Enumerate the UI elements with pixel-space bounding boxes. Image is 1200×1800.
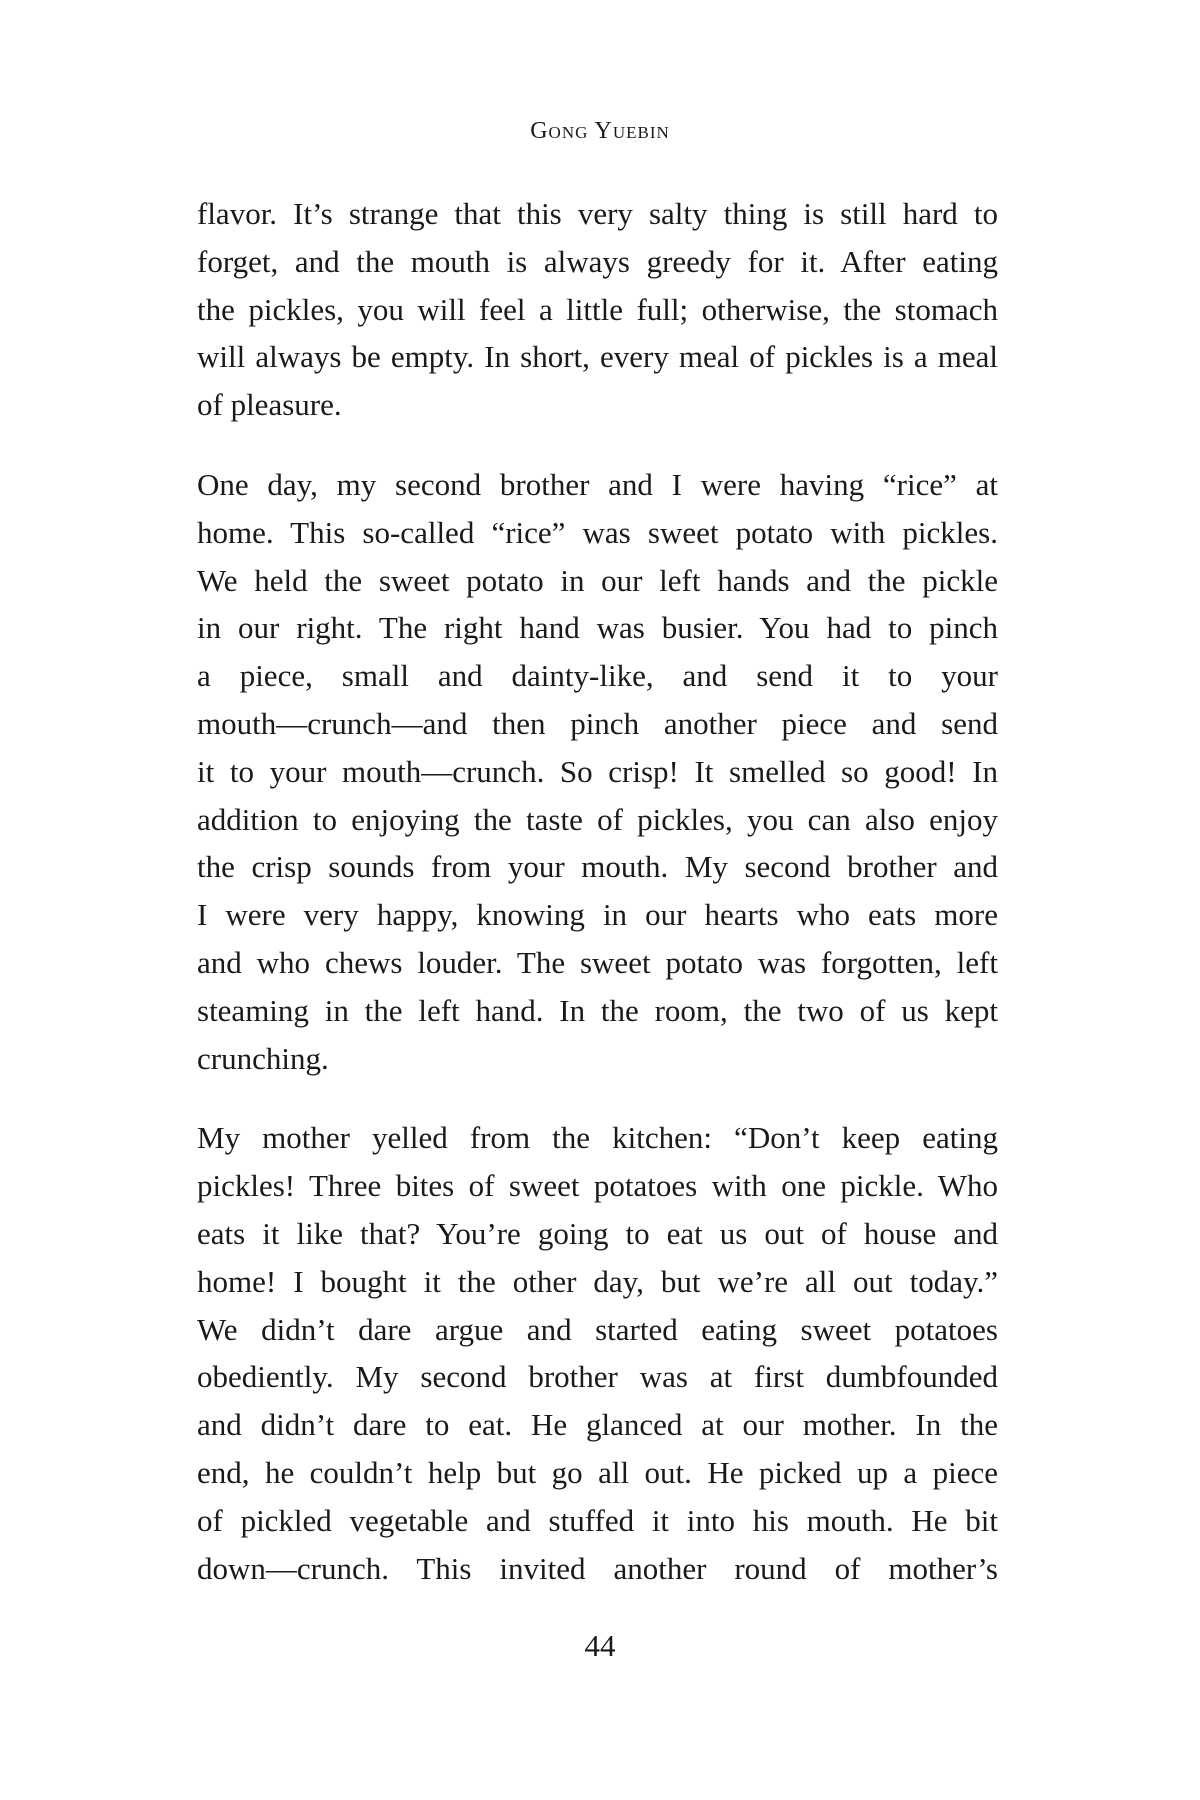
paragraph	[197, 1114, 998, 1592]
text-line: My mother yelled from the kitchen: “Don’t keep eating	[197, 1120, 998, 1156]
text-line: home! I bought it the other day, but we’re all out today.”	[197, 1263, 998, 1299]
text-line: a piece, small and dainty-like, and send it to your	[197, 658, 998, 694]
text-line: We didn’t dare argue and started eating sweet potatoes	[197, 1311, 998, 1347]
text-line: and who chews louder. The sweet potato was forgotten, left	[197, 944, 998, 980]
text-line: mouth—crunch—and then pinch another piece and send	[197, 705, 998, 741]
text-line: home. This so-called “rice” was sweet potato with pickles.	[197, 514, 998, 550]
text-line: I were very happy, knowing in our hearts who eats more	[197, 897, 998, 933]
paragraph	[197, 190, 998, 429]
page-number: 44	[584, 1628, 616, 1663]
text-line: addition to enjoying the taste of pickles, you can also enjoy	[197, 801, 998, 837]
text-line: We held the sweet potato in our left hands and the pickle	[197, 562, 998, 598]
text-line: the crisp sounds from your mouth. My second brother and	[197, 849, 998, 885]
text-line: it to your mouth—crunch. So crisp! It smelled so good! In	[197, 753, 998, 789]
text-line: end, he couldn’t help but go all out. He picked up a piece	[197, 1454, 998, 1490]
text-line: One day, my second brother and I were having “rice” at	[197, 466, 998, 502]
paragraph	[197, 461, 998, 1082]
text-line: forget, and the mouth is always greedy for it. After eating	[197, 243, 998, 279]
body-text	[197, 190, 998, 1624]
text-line: and didn’t dare to eat. He glanced at our mother. In the	[197, 1407, 998, 1443]
text-line: pickles! Three bites of sweet potatoes with one pickle. Who	[197, 1168, 998, 1204]
text-line: of pleasure.	[197, 387, 342, 423]
text-line: eats it like that? You’re going to eat us out of house and	[197, 1215, 998, 1251]
text-line: of pickled vegetable and stuffed it into his mouth. He bit	[197, 1502, 998, 1538]
text-line: crunching.	[197, 1040, 329, 1076]
text-line: the pickles, you will feel a little full; otherwise, the stomach	[197, 291, 998, 327]
running-head: Gong Yuebin	[530, 118, 670, 144]
text-line: steaming in the left hand. In the room, the two of us kept	[197, 992, 998, 1028]
text-line: in our right. The right hand was busier. You had to pinch	[197, 610, 998, 646]
text-line: obediently. My second brother was at first dumbfounded	[197, 1359, 998, 1395]
text-line: down—crunch. This invited another round of mother’s	[197, 1550, 998, 1586]
text-line: flavor. It’s strange that this very salty thing is still hard to	[197, 196, 998, 231]
text-line: will always be empty. In short, every meal of pickles is a meal	[197, 339, 998, 375]
